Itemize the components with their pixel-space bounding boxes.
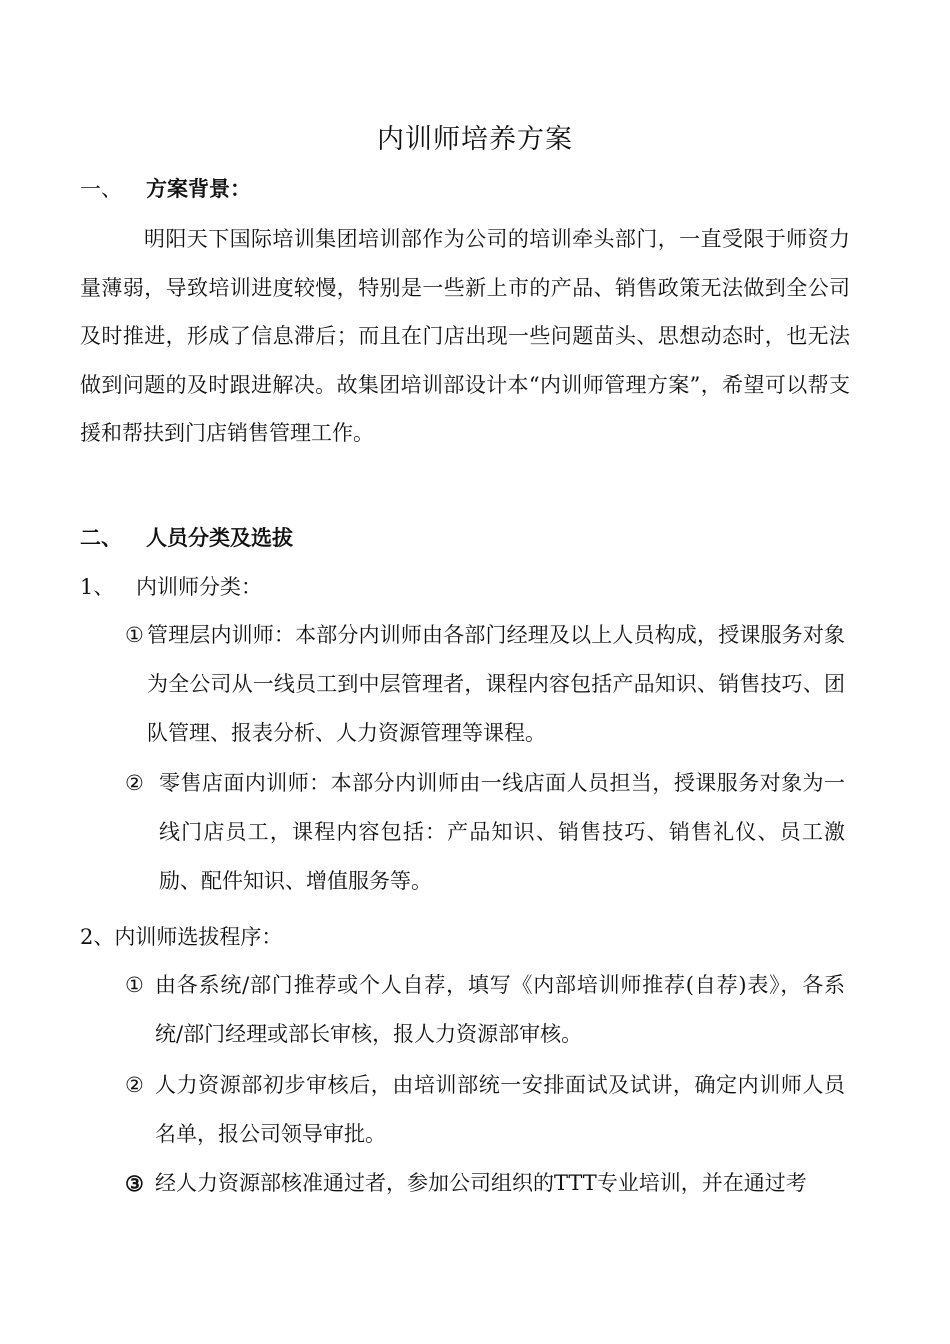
section-heading-personnel — [80, 521, 293, 555]
section-number: 一、 — [80, 177, 122, 201]
item-text — [125, 611, 845, 758]
item-marker: ③ — [125, 1171, 144, 1196]
list-item — [125, 1159, 845, 1208]
item-text-content: 管理层内训师：本部分内训师由各部门经理及以上人员构成，授课服务对象为全公司从一线员工到中层管理者，课程内容包括产品知识、销售技巧、团队管理、报表分析、人力资源管理等课程。 — [147, 623, 845, 745]
section-title: 人员分类及选拔 — [146, 525, 293, 550]
section-title: 方案背景： — [146, 176, 251, 201]
background-paragraph: 明阳天下国际培训集团培训部作为公司的培训牵头部门，一直受限于师资力量薄弱，导致培训进度较慢，特别是一些新上市的产品、销售政策无法做到全公司及时推进，形成了信息滞后；而且在门店出现一些问题苗头、思想动态时，也无法做到问题的及时跟进解决。故集团培训部设计本“内训师管理方案”，希望可以帮支援和帮扶到门店销售管理工作。 — [80, 227, 850, 445]
item-marker: ② — [125, 1073, 144, 1097]
item-text-content: 零售店面内训师：本部分内训师由一线店面人员担当，授课服务对象为一线门店员工，课程内容包括：产品知识、销售技巧、销售礼仪、员工激励、配件知识、增值服务等。 — [159, 771, 845, 893]
item-text-content: 人力资源部初步审核后，由培训部统一安排面试及试讲，确定内训师人员名单，报公司领导审批。 — [155, 1073, 845, 1146]
subsection-title: 内训师分类： — [136, 575, 262, 599]
item-text-content: 经人力资源部核准通过者，参加公司组织的TTT专业培训，并在通过考 — [155, 1171, 807, 1195]
subsection-classification — [80, 570, 262, 604]
list-item — [125, 759, 845, 906]
list-item — [125, 611, 845, 758]
item-marker: ① — [125, 973, 144, 997]
section-number: 二、 — [80, 525, 122, 550]
item-text-content: 由各系统/部门推荐或个人自荐，填写《内部培训师推荐(自荐)表》，各系统/部门经理或部长审核，报人力资源部审核。 — [155, 973, 845, 1046]
document-title: 内训师培养方案 — [377, 124, 573, 155]
section-heading-background — [80, 172, 251, 206]
subsection-selection — [80, 920, 282, 954]
item-marker: ② — [125, 771, 144, 795]
list-item — [125, 961, 845, 1059]
subsection-number: 1、 — [80, 575, 115, 599]
item-marker: ① — [125, 623, 144, 647]
list-item — [125, 1061, 845, 1159]
subsection-title: 2、内训师选拔程序： — [80, 925, 283, 949]
